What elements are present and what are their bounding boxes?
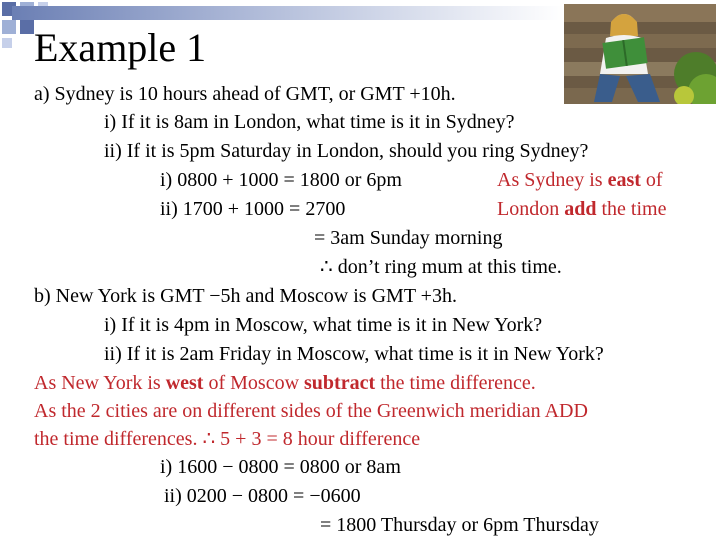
part-a-note-line-1: As Sydney is east of — [497, 169, 663, 191]
reading-person-photo — [564, 4, 716, 104]
header-bar — [12, 6, 564, 20]
part-b-solution-1: i) 1600 − 0800 = 0800 or 8am — [160, 456, 401, 478]
part-b-question-2: ii) If it is 2am Friday in Moscow, what time is it in New York? — [104, 343, 604, 365]
part-b-question-1: i) If it is 4pm in Moscow, what time is it in New York? — [104, 314, 543, 336]
part-b-rule-line-3: the time differences. ∴ 5 + 3 = 8 hour difference — [34, 428, 421, 450]
part-b-rule-line-1: As New York is west of Moscow subtract the time difference. — [34, 372, 536, 394]
part-a-note-line-2: London add the time — [497, 198, 667, 220]
part-a-solution-2: ii) 1700 + 1000 = 2700 — [160, 198, 346, 220]
part-a-question-1: i) If it is 8am in London, what time is it in Sydney? — [104, 111, 515, 133]
page-title: Example 1 — [34, 25, 207, 70]
part-a-solution-3: = 3am Sunday morning — [314, 227, 503, 249]
part-a-solution-1: i) 0800 + 1000 = 1800 or 6pm — [160, 169, 402, 191]
part-a-question-2: ii) If it is 5pm Saturday in London, should you ring Sydney? — [104, 140, 589, 162]
part-b-intro: b) New York is GMT −5h and Moscow is GMT +3h. — [34, 285, 457, 307]
part-b-solution-2: ii) 0200 − 0800 = −0600 — [164, 485, 361, 507]
part-b-solution-3: = 1800 Thursday or 6pm Thursday — [320, 514, 599, 536]
part-b-rule-line-2: As the 2 cities are on different sides of the Greenwich meridian ADD — [34, 400, 588, 422]
part-a-conclusion: ∴ don’t ring mum at this time. — [320, 256, 562, 278]
part-a-intro: a) Sydney is 10 hours ahead of GMT, or GMT +10h. — [34, 83, 456, 105]
